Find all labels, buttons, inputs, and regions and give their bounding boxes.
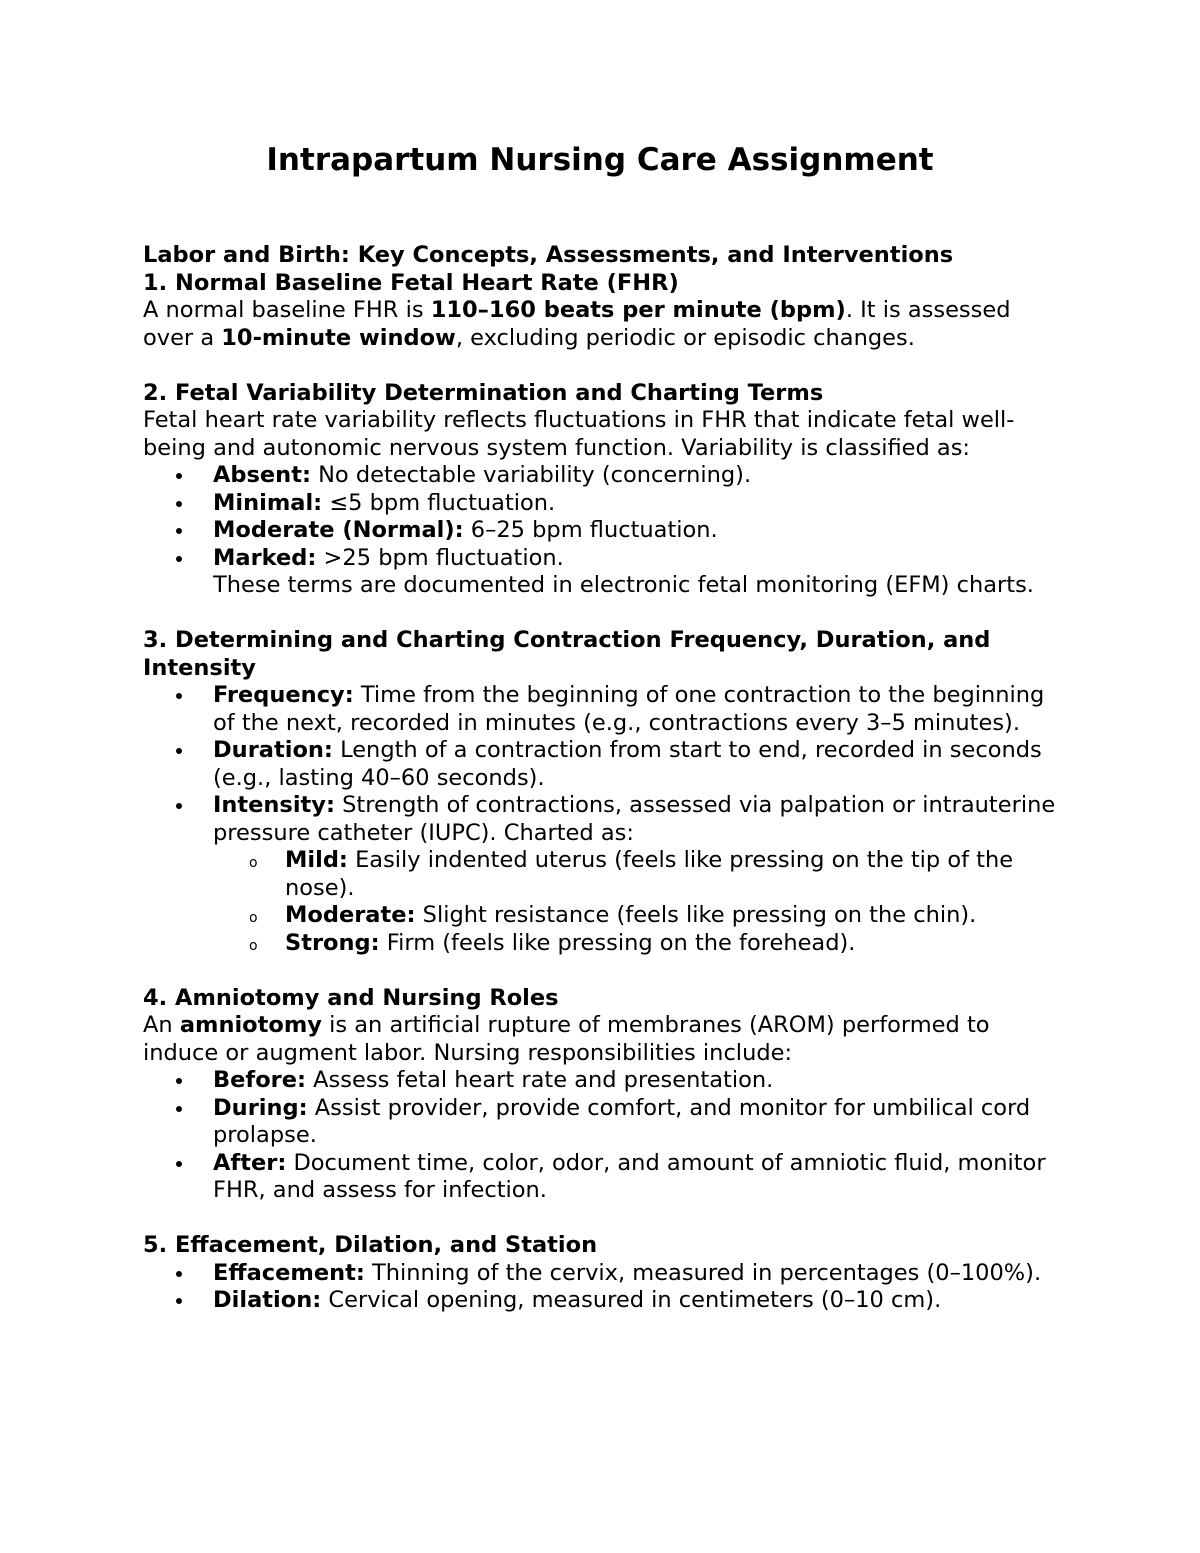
item-text: Assist provider, provide comfort, and monitor for umbilical cord prolapse. (213, 1094, 1031, 1148)
sublist-item (213, 930, 1063, 958)
list-item (143, 462, 1063, 490)
list-item (143, 1067, 1063, 1095)
item-term: Frequency: (213, 682, 354, 708)
list-item (143, 490, 1063, 518)
section-5-heading: 5. Effacement, Dilation, and Station (143, 1232, 598, 1258)
sublist-item (213, 902, 1063, 930)
text-run: An (143, 1012, 180, 1038)
section-1-paragraph (143, 297, 1063, 352)
item-text: Assess fetal heart rate and presentation. (306, 1067, 774, 1093)
item-text: No detectable variability (concerning). (310, 462, 752, 488)
item-term: After: (213, 1149, 287, 1176)
document-body (143, 242, 1063, 1315)
item-term: Dilation: (213, 1287, 322, 1313)
item-text: >25 bpm fluctuation. (316, 544, 564, 571)
contraction-list (143, 682, 1063, 847)
item-text: Length of a contraction from start to end, recorded in seconds (e.g., lasting 40–60 seconds). (213, 737, 1042, 791)
bold-run: 10-minute window (221, 324, 456, 351)
list-item (143, 1150, 1063, 1205)
item-text: Strength of contractions, assessed via palpation or intrauterine pressure catheter (IUPC). Charted as: (213, 792, 1056, 846)
section-4-paragraph (143, 1012, 1063, 1067)
item-term: Strong: (285, 929, 380, 956)
item-term: During: (213, 1094, 308, 1121)
item-term: Absent: (213, 462, 311, 488)
section-3-heading: 3. Determining and Charting Contraction Frequency, Duration, and Intensity (143, 627, 991, 681)
item-term: Mild: (285, 847, 348, 873)
item-term: Minimal: (213, 489, 323, 516)
item-term: Duration: (213, 737, 333, 763)
item-term: Effacement: (213, 1259, 365, 1286)
cervix-list (143, 1260, 1063, 1315)
list-item (143, 517, 1063, 545)
section-2-heading: 2. Fetal Variability Determination and Charting Terms (143, 379, 824, 406)
sublist-item (213, 847, 1063, 902)
item-text: Firm (feels like pressing on the forehead). (379, 929, 856, 956)
item-term: Before: (213, 1067, 307, 1093)
item-term: Marked: (213, 544, 317, 571)
item-term: Moderate (Normal): (213, 517, 464, 543)
text-run: is an artificial rupture of membranes (AROM) performed to induce or augment labor. Nursing responsibilities include: (143, 1012, 990, 1066)
item-text: Slight resistance (feels like pressing on the chin). (415, 902, 977, 928)
intensity-sublist (213, 847, 1063, 957)
section-4-heading: 4. Amniotomy and Nursing Roles (143, 984, 559, 1011)
item-text: Easily indented uterus (feels like pressing on the tip of the nose). (285, 847, 1014, 901)
item-term: Moderate: (285, 902, 416, 928)
item-text: ≤5 bpm fluctuation. (322, 489, 556, 516)
list-item (143, 1260, 1063, 1288)
bold-run: amniotomy (179, 1012, 322, 1038)
text-run: , excluding periodic or episodic changes. (455, 324, 915, 351)
section-2-intro: Fetal heart rate variability reflects fluctuations in FHR that indicate fetal well-being and autonomic nervous system function. Variability is classified as: (143, 407, 1015, 461)
text-run: . It is assessed over a (143, 297, 1011, 351)
list-item (143, 737, 1063, 792)
list-item (143, 792, 1063, 847)
text-run: A normal baseline FHR is (143, 297, 431, 323)
page-title: Intrapartum Nursing Care Assignment (266, 142, 934, 178)
list-item (143, 1095, 1063, 1150)
list-item (143, 1287, 1063, 1315)
section-1-heading: 1. Normal Baseline Fetal Heart Rate (FHR) (143, 269, 679, 296)
item-text: Thinning of the cervix, measured in percentages (0–100%). (364, 1259, 1042, 1286)
amniotomy-list (143, 1067, 1063, 1205)
list-item (143, 682, 1063, 737)
section-2-note: These terms are documented in electronic fetal monitoring (EFM) charts. (213, 572, 1034, 598)
list-item (143, 545, 1063, 573)
item-term: Intensity: (213, 792, 335, 818)
variability-list (143, 462, 1063, 572)
document-subtitle: Labor and Birth: Key Concepts, Assessments, and Interventions (143, 242, 954, 268)
item-text: 6–25 bpm fluctuation. (463, 517, 718, 543)
item-text: Time from the beginning of one contraction to the beginning of the next, recorded in minutes (e.g., contractions every 3–5 minutes). (213, 682, 1045, 736)
item-text: Document time, color, odor, and amount of amniotic fluid, monitor FHR, and assess for infection. (213, 1149, 1046, 1203)
bold-run: 110–160 beats per minute (bpm) (430, 297, 846, 323)
item-text: Cervical opening, measured in centimeters (0–10 cm). (321, 1287, 942, 1313)
